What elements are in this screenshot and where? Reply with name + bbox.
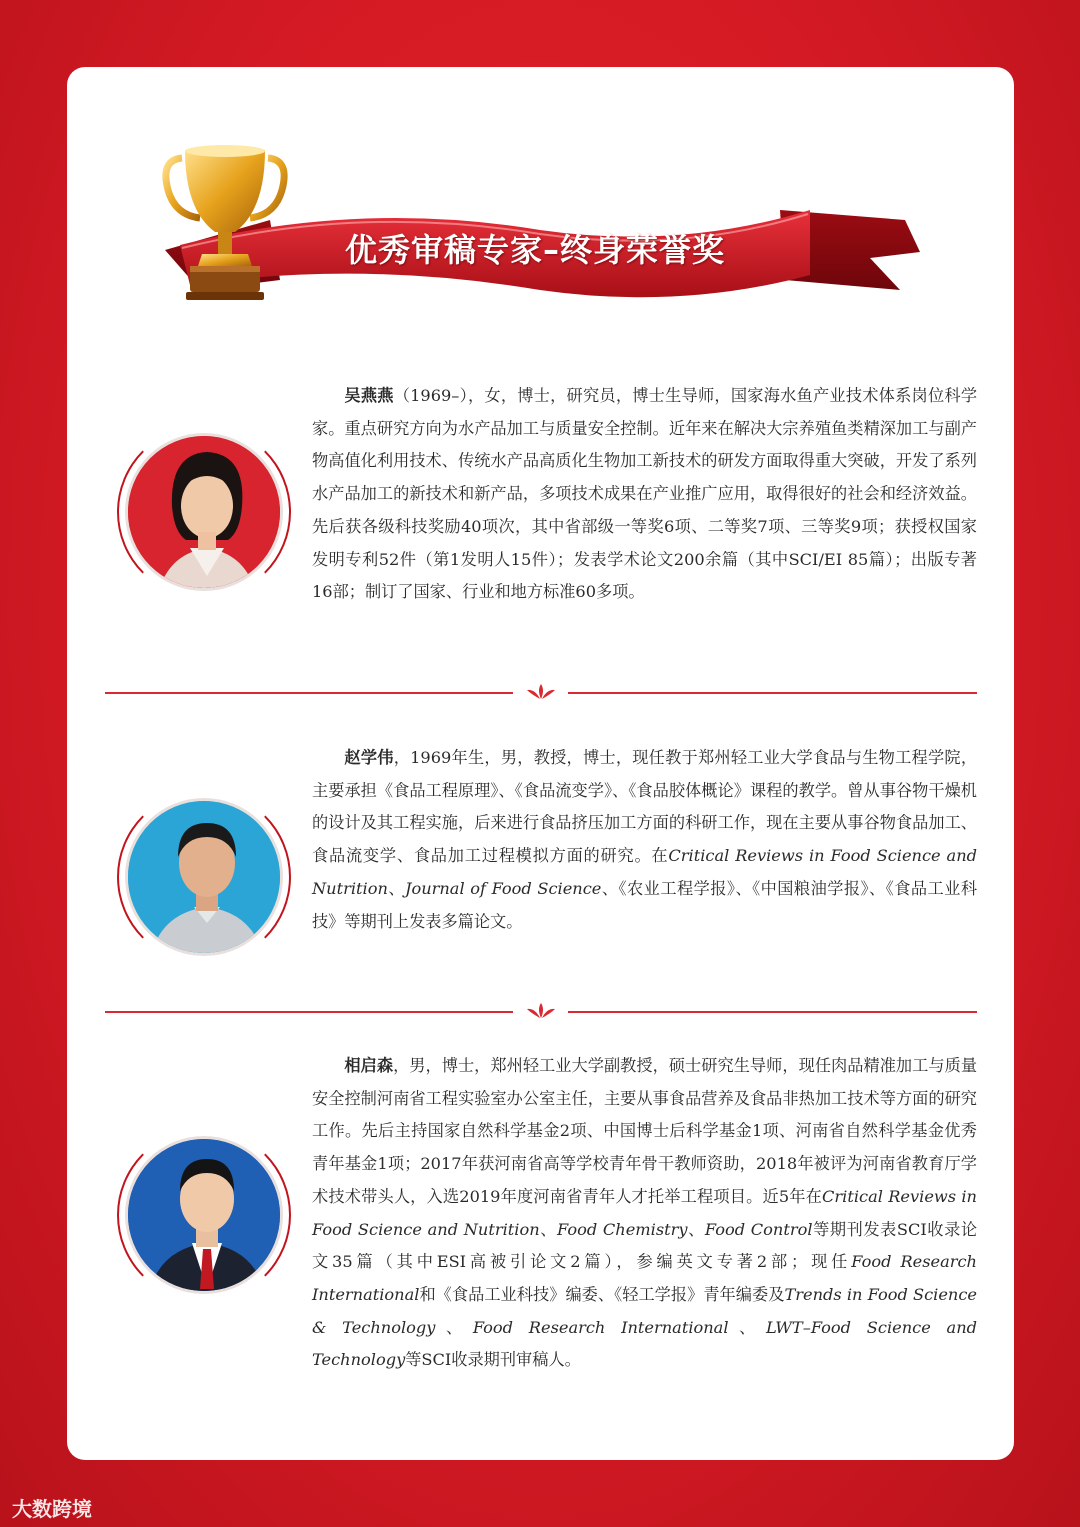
flower-ornament-icon [527, 684, 555, 700]
profile-1 [105, 370, 977, 660]
journal-name: Journal of Food Science [404, 878, 602, 898]
separator: 、 [435, 1317, 473, 1337]
bio-text [312, 380, 977, 609]
bio-body: ，1969年生，男，教授，博士，现任教于郑州轻工业大学食品与生物工程学院，主要承担《食品工程原理》、《食品流变学》、《食品胶体概论》课程的教学。曾从事谷物干燥机的设计及其工程实施，后来进行食品挤压加工方面的科研工作，现在主要从事谷物食品加工、食品流变学、食品加工过程模拟方面的研究。在 [312, 748, 978, 866]
award-banner [160, 140, 930, 330]
journal-name: LWT–Food Science and Technology [312, 1317, 977, 1370]
section-divider [105, 1003, 977, 1019]
profile-2 [105, 730, 977, 980]
banner-title: 优秀审稿专家–终身荣誉奖 [345, 231, 726, 269]
journal-name: Critical Reviews in Food Science and Nutrition [312, 846, 977, 898]
avatar [125, 433, 283, 591]
portrait-image [128, 801, 283, 956]
journal-name: Critical Reviews in Food Science and Nutrition [312, 1186, 977, 1239]
bio-body: ，男，博士，郑州轻工业大学副教授，硕士研究生导师，现任肉品精准加工与质量安全控制河南省工程实验室办公室主任，主要从事食品营养及食品非热加工技术等方面的研究工作。先后主持国家自然科学基金2项、中国博士后科学基金1项、河南省自然科学基金优秀青年基金1项；2017年获河南省高等学校青年骨干教师资助，2018年被评为河南省教育厅学术技术带头人，入选2019年度河南省青年人才托举工程项目。近5年在 [312, 1056, 978, 1206]
bio-body: （1969–），女，博士，研究员，博士生导师，国家海水鱼产业技术体系岗位科学家。重点研究方向为水产品加工与质量安全控制。近年来在解决大宗养殖鱼类精深加工与副产物高值化利用技术、传统水产品高质化生物加工新技术的研发方面取得重大突破，开发了系列水产品加工的新技术和新产品，多项技术成果在产业推广应用，取得很好的社会和经济效益。先后获各级科技奖励40项次，其中省部级一等奖6项、二等奖7项、三等奖9项；获授权国家发明专利52件（第1发明人15件）；发表学术论文200余篇（其中SCI/EI 85篇）；出版专著16部；制订了国家、行业和地方标准60多项。 [312, 386, 978, 602]
bio-body: 、《农业工程学报》、《中国粮油学报》、《食品工业科技》等期刊上发表多篇论文。 [312, 878, 978, 931]
profile-3 [105, 1050, 977, 1420]
journal-name: Food Research International [312, 1252, 977, 1304]
separator: 、 [539, 1219, 557, 1239]
journal-name: Trends in Food Science & Technology [312, 1284, 977, 1337]
section-divider [105, 684, 977, 700]
bio-text [312, 1050, 977, 1377]
watermark-text: 大数跨境 [12, 1497, 92, 1521]
separator: 、 [387, 878, 405, 898]
separator: 、 [728, 1317, 766, 1337]
journal-name: Food Chemistry [556, 1219, 688, 1239]
bio-text [312, 742, 977, 938]
portrait-image [128, 436, 283, 591]
flower-ornament-icon [527, 1003, 555, 1019]
trophy-icon [160, 140, 290, 310]
separator: 、 [687, 1219, 705, 1239]
avatar [125, 798, 283, 956]
journal-name: Food Research International [472, 1317, 729, 1337]
avatar [125, 1136, 283, 1294]
journal-name: Food Control [704, 1219, 813, 1239]
portrait-image [128, 1139, 283, 1294]
person-name: 相启森 [344, 1056, 394, 1075]
person-name: 吴燕燕 [344, 386, 394, 405]
bio-body: 等期刊发表SCI收录论文35篇（其中ESI高被引论文2篇），参编英文专著2部；现任 [312, 1219, 978, 1272]
watermark-logo [12, 1493, 92, 1522]
person-name: 赵学伟 [344, 748, 394, 767]
bio-body: 等SCI收录期刊审稿人。 [405, 1350, 581, 1370]
bio-body: 和《食品工业科技》编委、《轻工学报》青年编委及 [419, 1284, 785, 1304]
